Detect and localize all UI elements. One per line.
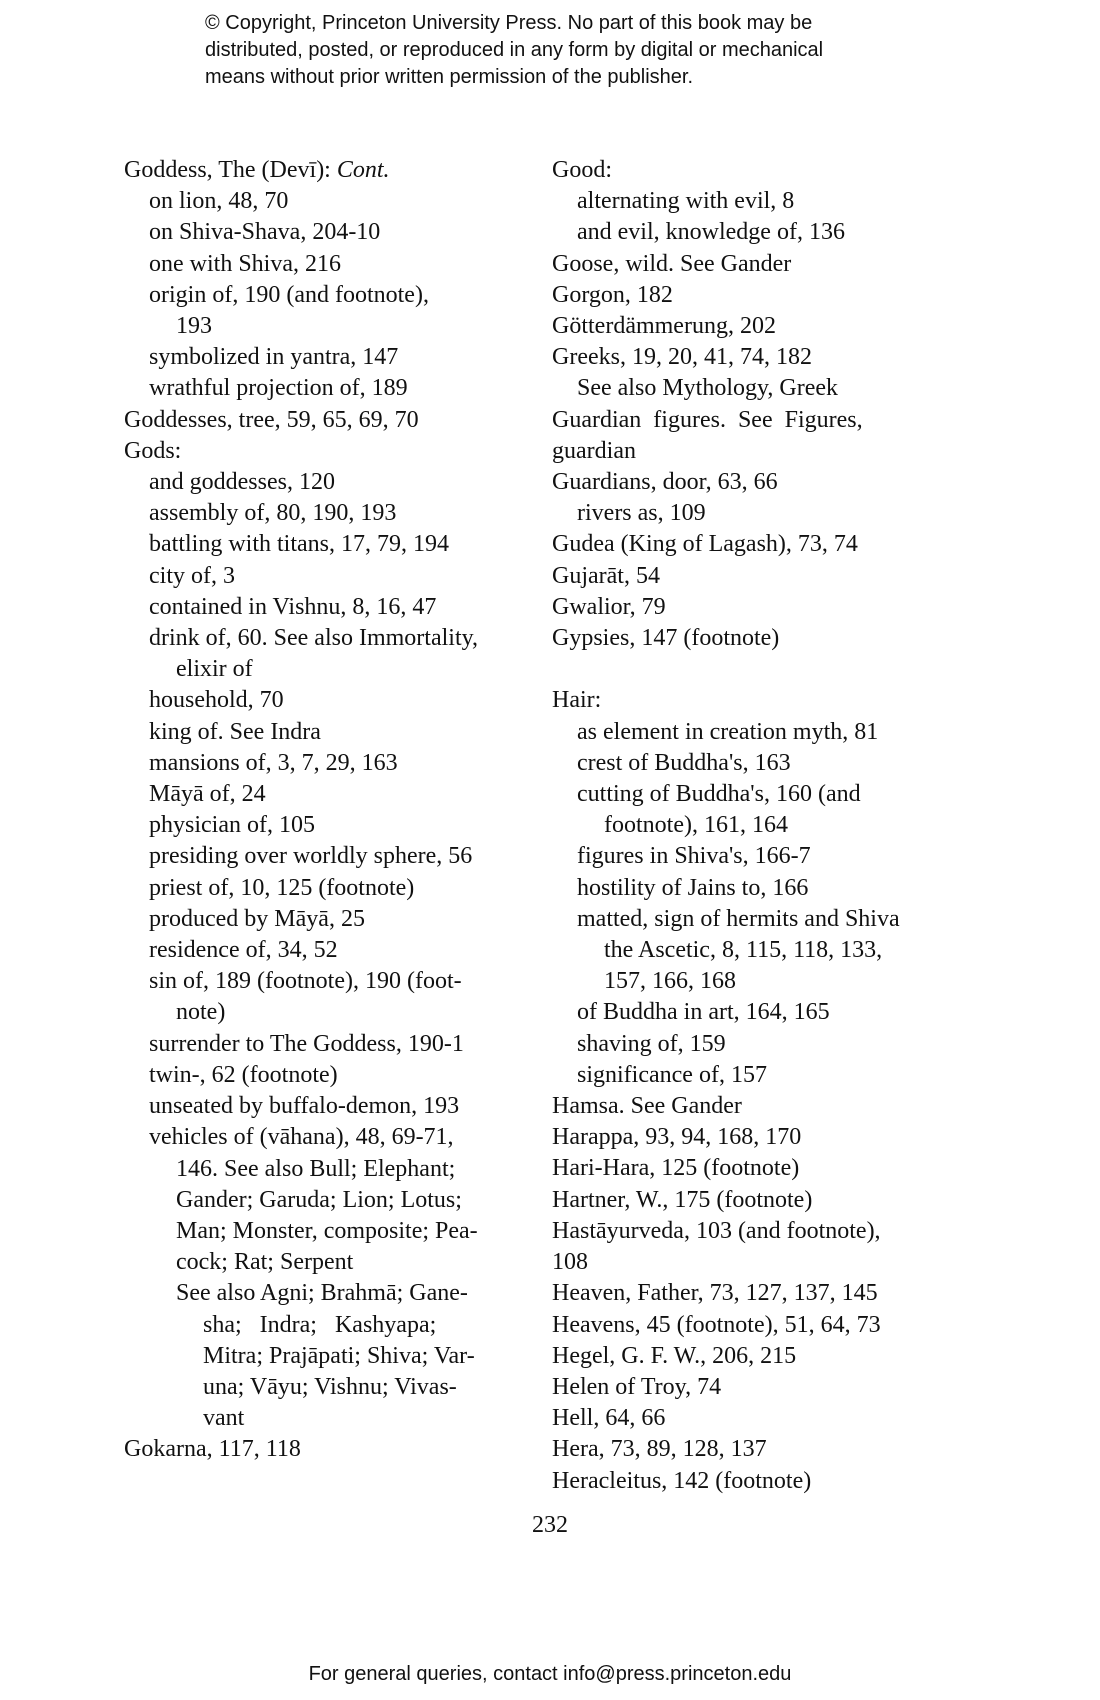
index-subentry [124,748,544,779]
entry-text: Gwalior, 79 [552,593,666,620]
index-subentry [124,997,544,1028]
entry-italic-text: Cont. [336,157,390,183]
index-subentry [124,904,544,935]
index-subentry [124,467,544,498]
index-entry [552,249,972,280]
entry-text: See also Mythology, Greek [577,375,839,402]
index-subentry [552,1060,972,1091]
index-entry [124,1434,544,1465]
entry-text: Heracleitus, 142 (footnote) [552,1467,812,1494]
entry-text: 108 [552,1249,588,1276]
entry-text: 193 [176,313,212,340]
index-entry [552,1091,972,1122]
index-subentry [124,1247,544,1278]
entry-text: shaving of, 159 [577,1030,726,1057]
entry-text: sha; Indra; Kashyapa; [203,1311,437,1338]
index-subentry [124,717,544,748]
entry-text: Gods: [124,437,182,464]
entry-text: footnote), 161, 164 [604,812,788,839]
index-subentry [124,810,544,841]
entry-text: unseated by buffalo-demon, 193 [149,1093,460,1120]
entry-text: alternating with evil, 8 [577,188,795,215]
entry-text: wrathful projection of, 189 [149,375,408,402]
entry-text: one with Shiva, 216 [149,250,341,277]
entry-text: drink of, 60. See also Immortality, [149,625,479,652]
entry-text: Hell, 64, 66 [552,1405,666,1432]
copyright-line: means without prior written permission of the publisher. [205,66,694,88]
entry-text: Greeks, 19, 20, 41, 74, 182 [552,344,812,371]
index-subentry [124,1341,544,1372]
entry-text: Heavens, 45 (footnote), 51, 64, 73 [552,1311,881,1338]
entry-text: Gudea (King of Lagash), 73, 74 [552,531,858,558]
entry-text: sin of, 189 (footnote), 190 (foot- [149,968,462,995]
entry-text: Harappa, 93, 94, 168, 170 [552,1124,802,1151]
entry-text: hostility of Jains to, 166 [577,874,809,901]
entry-text: mansions of, 3, 7, 29, 163 [149,749,398,776]
entry-text: Hari-Hara, 125 (footnote) [552,1155,800,1182]
entry-text: Helen of Troy, 74 [552,1373,722,1400]
index-subentry [124,1091,544,1122]
index-entry [552,1466,972,1497]
index-entry [552,1278,972,1309]
copyright-notice [205,10,925,91]
index-subentry [552,779,972,810]
entry-text: Hair: [552,687,602,714]
entry-text: contained in Vishnu, 8, 16, 47 [149,593,437,620]
index-entry [124,405,544,436]
index-subentry [552,1029,972,1060]
index-entry [124,155,544,186]
entry-text: and evil, knowledge of, 136 [577,219,845,246]
index-subentry [124,966,544,997]
entry-text: Gander; Garuda; Lion; Lotus; [176,1186,462,1213]
index-subentry [552,498,972,529]
index-subentry [552,841,972,872]
entry-text: on lion, 48, 70 [149,188,289,215]
index-entry [552,311,972,342]
entry-text: Hamsa. See Gander [552,1093,742,1120]
entry-text: crest of Buddha's, 163 [577,749,791,776]
entry-text: household, 70 [149,687,284,714]
index-subentry [124,311,544,342]
index-subentry [124,1216,544,1247]
index-subentry [552,935,972,966]
index-entry [552,685,972,716]
entry-text: Hegel, G. F. W., 206, 215 [552,1342,797,1369]
entry-text: origin of, 190 (and footnote), [149,281,429,308]
entry-text: elixir of [176,656,253,683]
index-entry [552,155,972,186]
entry-text: Man; Monster, composite; Pea- [176,1217,478,1244]
entry-text: vehicles of (vāhana), 48, 69-71, [149,1124,454,1151]
entry-text: residence of, 34, 52 [149,937,338,964]
copyright-line: distributed, posted, or reproduced in any form by digital or mechanical [205,39,824,61]
entry-text: priest of, 10, 125 (footnote) [149,874,415,901]
index-subentry [124,935,544,966]
entry-text: physician of, 105 [149,812,315,839]
index-subentry [124,1029,544,1060]
index-subentry [552,373,972,404]
entry-text: note) [176,999,226,1026]
entry-text: as element in creation myth, 81 [577,718,879,745]
entry-text: Māyā of, 24 [149,781,266,808]
entry-text: produced by Māyā, 25 [149,905,365,932]
entry-text: the Ascetic, 8, 115, 118, 133, [604,937,883,964]
entry-text: Mitra; Prajāpati; Shiva; Var- [203,1342,475,1369]
index-subentry [124,249,544,280]
index-entry [552,1403,972,1434]
entry-text: Gypsies, 147 (footnote) [552,625,780,652]
index-subentry [124,592,544,623]
entry-text: of Buddha in art, 164, 165 [577,999,830,1026]
index-subentry [124,280,544,311]
index-entry [552,1434,972,1465]
index-subentry [552,810,972,841]
index-subentry [124,1154,544,1185]
section-gap [552,654,972,685]
index-entry [552,1122,972,1153]
index-subentry [124,186,544,217]
index-entry [552,561,972,592]
index-entry [552,1341,972,1372]
entry-text: Goddess, The (Devī): [124,157,337,183]
index-entry [552,467,972,498]
index-entry [552,1372,972,1403]
index-subentry [552,717,972,748]
index-subentry [124,1278,544,1309]
index-column-left [124,155,544,1466]
entry-text: city of, 3 [149,562,235,589]
index-subentry [124,873,544,904]
entry-text: figures in Shiva's, 166-7 [577,843,811,870]
index-entry [552,436,972,467]
entry-text: See also Agni; Brahmā; Gane- [176,1280,468,1307]
index-subentry [124,561,544,592]
entry-text: guardian [552,437,636,464]
index-entry [124,436,544,467]
index-subentry [124,1122,544,1153]
index-subentry [124,529,544,560]
entry-text: Gujarāt, 54 [552,562,660,589]
index-entry [552,280,972,311]
index-subentry [552,997,972,1028]
entry-text: Goddesses, tree, 59, 65, 69, 70 [124,406,419,433]
entry-text: Guardian figures. See Figures, [552,406,863,433]
index-entry [552,1310,972,1341]
index-entry [552,1247,972,1278]
index-entry [552,592,972,623]
entry-text: 146. See also Bull; Elephant; [176,1155,456,1182]
entry-text: Guardians, door, 63, 66 [552,469,778,496]
entry-text: twin-, 62 (footnote) [149,1061,338,1088]
index-subentry [552,748,972,779]
index-subentry [124,1310,544,1341]
index-entry [552,529,972,560]
page-number: 232 [532,1512,568,1538]
entry-text: battling with titans, 17, 79, 194 [149,531,449,558]
footer-contact: For general queries, contact info@press.princeton.edu [308,1663,792,1685]
index-entry [552,1185,972,1216]
entry-text: rivers as, 109 [577,500,706,527]
entry-text: Hera, 73, 89, 128, 137 [552,1436,767,1463]
entry-text: Goose, wild. See Gander [552,250,792,277]
index-subentry [124,342,544,373]
entry-text: Hartner, W., 175 (footnote) [552,1186,813,1213]
index-subentry [124,373,544,404]
index-subentry [552,966,972,997]
index-subentry [124,623,544,654]
index-subentry [124,654,544,685]
entry-text: Good: [552,157,612,183]
entry-text: una; Vāyu; Vishnu; Vivas- [203,1373,457,1400]
index-entry [552,1216,972,1247]
index-subentry [552,186,972,217]
index-subentry [552,873,972,904]
index-subentry [124,498,544,529]
entry-text: assembly of, 80, 190, 193 [149,500,397,527]
entry-text: on Shiva-Shava, 204-10 [149,219,381,246]
entry-text: Heaven, Father, 73, 127, 137, 145 [552,1280,878,1307]
entry-text: Hastāyurveda, 103 (and footnote), [552,1217,881,1244]
index-subentry [124,1372,544,1403]
index-entry [552,623,972,654]
index-subentry [124,685,544,716]
index-column-right [552,155,972,1497]
entry-text: Götterdämmerung, 202 [552,313,776,340]
entry-text: presiding over worldly sphere, 56 [149,843,473,870]
entry-text: Gorgon, 182 [552,281,673,308]
index-subentry [124,217,544,248]
entry-text: matted, sign of hermits and Shiva [577,905,900,932]
entry-text: cutting of Buddha's, 160 (and [577,781,861,808]
index-entry [552,342,972,373]
entry-text: surrender to The Goddess, 190-1 [149,1030,464,1057]
index-subentry [124,1185,544,1216]
index-subentry [124,779,544,810]
copyright-line: © Copyright, Princeton University Press. No part of this book may be [205,12,813,34]
entry-text: vant [203,1405,245,1432]
index-subentry [552,904,972,935]
entry-text: and goddesses, 120 [149,469,335,496]
index-subentry [552,217,972,248]
index-entry [552,1153,972,1184]
entry-text: king of. See Indra [149,718,321,745]
entry-text: significance of, 157 [577,1061,767,1088]
index-subentry [124,1403,544,1434]
entry-text: symbolized in yantra, 147 [149,344,399,371]
index-entry [552,405,972,436]
index-subentry [124,841,544,872]
entry-text: Gokarna, 117, 118 [124,1436,301,1463]
index-subentry [124,1060,544,1091]
entry-text: 157, 166, 168 [604,968,736,995]
entry-text: cock; Rat; Serpent [176,1249,354,1276]
